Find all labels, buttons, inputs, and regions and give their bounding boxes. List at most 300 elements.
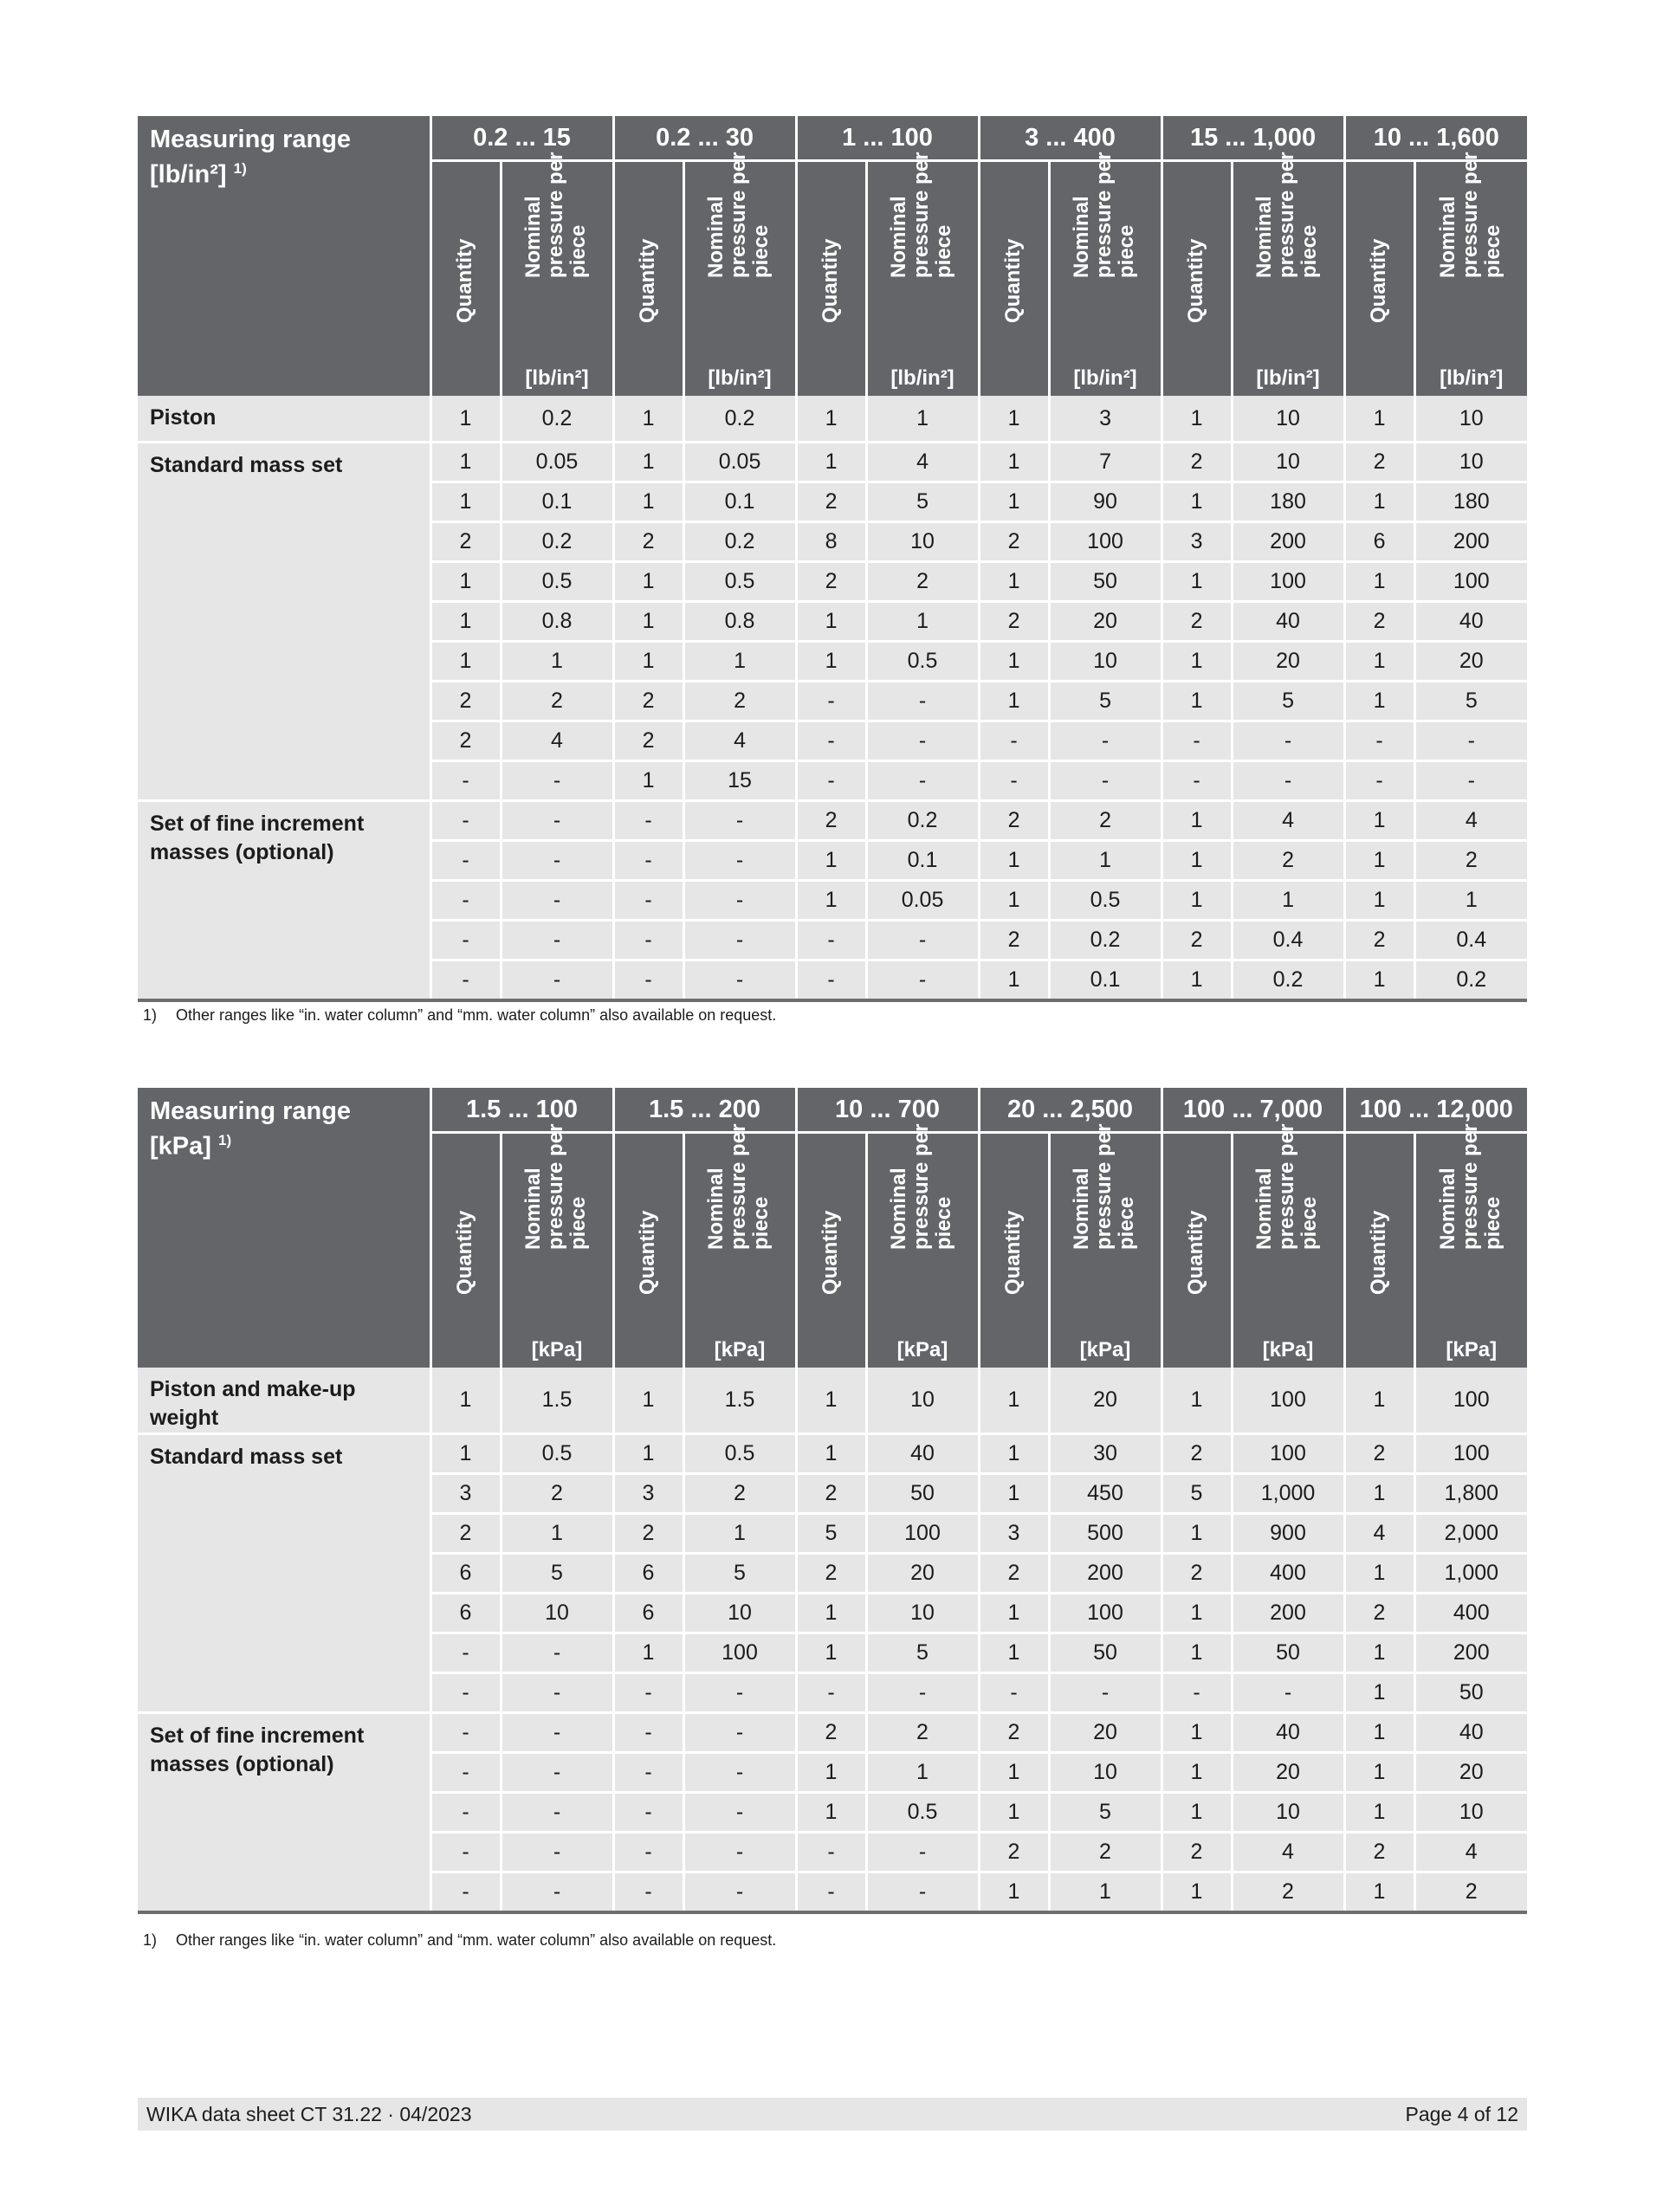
quantity-cell: 1 [613, 443, 683, 482]
nominal-pressure-cell: 2 [866, 1713, 979, 1753]
quantity-cell: 2 [796, 562, 866, 602]
nominal-pressure-cell: 100 [1049, 522, 1162, 562]
nominal-pressure-cell: 50 [866, 1474, 979, 1514]
unit-label: [kPa] [531, 1338, 583, 1361]
nominal-pressure-cell: 0.5 [683, 562, 796, 602]
quantity-cell: 6 [613, 1594, 683, 1633]
nominal-pressure-cell: 2 [1232, 1872, 1344, 1913]
nominal-pressure-cell: 10 [1049, 642, 1162, 682]
nominal-pressure-cell: 0.8 [501, 602, 613, 642]
nominal-pressure-cell: - [683, 1753, 796, 1793]
quantity-cell: - [613, 801, 683, 841]
nominal-pressure-cell: 5 [866, 1633, 979, 1673]
nominal-pressure-cell: 200 [1414, 1633, 1527, 1673]
nominal-pressure-cell: 0.4 [1414, 921, 1527, 960]
nominal-pressure-cell: - [683, 841, 796, 881]
quantity-cell: 1 [1162, 562, 1232, 602]
nominal-pressure-cell: - [683, 1872, 796, 1913]
quantity-cell: 1 [1344, 881, 1414, 921]
nominal-pressure-cell: - [683, 1713, 796, 1753]
quantity-cell: 1 [613, 1368, 683, 1434]
quantity-cell: 2 [430, 682, 501, 721]
nominal-pressure-cell: 20 [1049, 602, 1162, 642]
nominal-pressure-label-line: Nominal [521, 196, 545, 278]
quantity-cell: - [796, 761, 866, 801]
nominal-pressure-cell: 180 [1232, 482, 1344, 522]
nominal-pressure-label-line: pressure per [727, 152, 751, 278]
measuring-range-label: Measuring range [150, 126, 352, 153]
nominal-pressure-cell: 4 [1232, 1833, 1344, 1872]
quantity-label: Quantity [1183, 1210, 1207, 1295]
nominal-pressure-cell: 40 [1232, 602, 1344, 642]
quantity-label: Quantity [1183, 238, 1207, 323]
nominal-pressure-cell: 4 [866, 443, 979, 482]
nominal-pressure-label-line: Nominal [1435, 1167, 1459, 1250]
footnote-text: Other ranges like “in. water column” and “mm. water column” also available on request. [176, 1006, 777, 1024]
quantity-cell: 1 [1344, 1474, 1414, 1514]
unit-label: [lb/in²] [525, 366, 589, 390]
nominal-pressure-cell: - [501, 1793, 613, 1833]
quantity-label: Quantity [818, 1210, 842, 1295]
footnote-number: 1) [143, 1931, 158, 1949]
quantity-cell: 1 [979, 1594, 1049, 1633]
nominal-pressure-label-line: piece [1480, 1196, 1504, 1250]
footnote-table1 [143, 1006, 776, 1025]
nominal-pressure-cell: - [501, 960, 613, 1001]
quantity-cell: 1 [613, 642, 683, 682]
quantity-cell: 1 [979, 1434, 1049, 1474]
quantity-cell: - [613, 1872, 683, 1913]
quantity-cell: - [430, 1633, 501, 1673]
unit-label: [lb/in²] [1256, 366, 1320, 390]
nominal-pressure-cell: - [683, 881, 796, 921]
nominal-pressure-cell: 10 [501, 1594, 613, 1633]
quantity-cell: - [613, 1753, 683, 1793]
table2-pressure-table [138, 1088, 1527, 1914]
quantity-cell: 1 [1344, 1633, 1414, 1673]
nominal-pressure-label-line: pressure per [1275, 152, 1299, 278]
nominal-pressure-cell: 10 [866, 1594, 979, 1633]
quantity-cell: 2 [796, 801, 866, 841]
quantity-cell: 3 [430, 1474, 501, 1514]
nominal-pressure-cell: - [683, 1833, 796, 1872]
nominal-pressure-cell: - [866, 960, 979, 1001]
quantity-cell: - [796, 1673, 866, 1713]
nominal-pressure-cell: 2 [866, 562, 979, 602]
quantity-cell: 6 [1344, 522, 1414, 562]
quantity-label: Quantity [452, 1210, 476, 1295]
quantity-cell: 1 [979, 396, 1049, 443]
quantity-cell: 1 [979, 1793, 1049, 1833]
nominal-pressure-cell: 1 [1414, 881, 1527, 921]
nominal-pressure-label-line: Nominal [887, 1167, 910, 1250]
nominal-pressure-cell: 0.05 [683, 443, 796, 482]
nominal-pressure-label-line: piece [932, 1196, 955, 1250]
unit-label: [lb/in²] [890, 366, 954, 390]
quantity-cell: - [613, 921, 683, 960]
nominal-pressure-cell: 0.5 [1049, 881, 1162, 921]
table1-pressure-table [138, 116, 1527, 1002]
nominal-pressure-cell: 400 [1414, 1594, 1527, 1633]
nominal-pressure-cell: 20 [1414, 1753, 1527, 1793]
quantity-column-header [1162, 1133, 1232, 1368]
quantity-label: Quantity [1000, 1210, 1025, 1295]
quantity-cell: 2 [796, 1474, 866, 1514]
nominal-pressure-label-line: piece [749, 224, 773, 278]
nominal-pressure-cell: 400 [1232, 1554, 1344, 1594]
range-header: 100 ... 7,000 [1162, 1088, 1344, 1133]
quantity-cell: - [1162, 1673, 1232, 1713]
quantity-cell: 1 [613, 761, 683, 801]
unit-label: [kPa] [896, 1338, 948, 1361]
nominal-pressure-label-line: piece [1480, 224, 1504, 278]
nominal-pressure-cell: 10 [1414, 396, 1527, 443]
footnote-text: Other ranges like “in. water column” and “mm. water column” also available on request. [176, 1931, 777, 1949]
footnote-marker: 1) [217, 1132, 232, 1148]
nominal-pressure-cell: 2 [1049, 801, 1162, 841]
nominal-pressure-label [1071, 1124, 1138, 1250]
quantity-cell: 2 [1344, 1434, 1414, 1474]
nominal-pressure-label-line: pressure per [909, 1123, 933, 1250]
nominal-pressure-cell: - [501, 1713, 613, 1753]
nominal-pressure-cell: 100 [1414, 1368, 1527, 1434]
nominal-pressure-cell: - [683, 1793, 796, 1833]
nominal-pressure-cell: - [1049, 761, 1162, 801]
nominal-pressure-cell: 5 [683, 1554, 796, 1594]
quantity-cell: - [796, 682, 866, 721]
quantity-cell: 2 [979, 602, 1049, 642]
nominal-pressure-label-line: Nominal [1252, 196, 1277, 278]
quantity-cell: 1 [1344, 1872, 1414, 1913]
unit-label: [kPa] [1446, 1338, 1498, 1361]
range-header: 0.2 ... 15 [430, 116, 613, 161]
nominal-pressure-label-line: pressure per [1275, 1123, 1298, 1250]
quantity-cell: 2 [1162, 921, 1232, 960]
quantity-label: Quantity [818, 238, 842, 323]
quantity-cell: 1 [1162, 1793, 1232, 1833]
nominal-pressure-label-line: piece [749, 1196, 773, 1250]
nominal-pressure-cell: - [683, 960, 796, 1001]
row-group-label-line: Set of fine increment [150, 1724, 365, 1748]
quantity-cell: - [979, 721, 1049, 761]
nominal-pressure-label-line: Nominal [1070, 1167, 1093, 1250]
quantity-cell: 1 [1162, 1872, 1232, 1913]
nominal-pressure-cell: 15 [683, 761, 796, 801]
quantity-cell: - [430, 761, 501, 801]
quantity-cell: 2 [979, 1554, 1049, 1594]
nominal-pressure-cell: 2 [1414, 841, 1527, 881]
nominal-pressure-cell: 10 [683, 1594, 796, 1633]
quantity-cell: - [796, 921, 866, 960]
nominal-pressure-cell: 100 [1232, 562, 1344, 602]
nominal-pressure-cell: - [501, 921, 613, 960]
nominal-pressure-cell: 20 [1232, 642, 1344, 682]
nominal-pressure-cell: - [1049, 1673, 1162, 1713]
range-header: 15 ... 1,000 [1162, 116, 1344, 161]
nominal-pressure-cell: 0.2 [1232, 960, 1344, 1001]
quantity-column-header [979, 161, 1049, 397]
quantity-column-header [796, 161, 866, 397]
measuring-range-label: Measuring range [150, 1097, 352, 1125]
nominal-pressure-cell: 1 [501, 1514, 613, 1554]
nominal-pressure-label [1253, 1124, 1321, 1250]
quantity-cell: 1 [796, 881, 866, 921]
nominal-pressure-cell: 10 [1414, 443, 1527, 482]
quantity-cell: 1 [1162, 482, 1232, 522]
nominal-pressure-cell: 5 [501, 1554, 613, 1594]
quantity-cell: - [1162, 761, 1232, 801]
quantity-cell: 3 [979, 1514, 1049, 1554]
quantity-cell: 1 [613, 1434, 683, 1474]
nominal-pressure-cell: 100 [1414, 1434, 1527, 1474]
quantity-cell: 2 [613, 522, 683, 562]
nominal-pressure-cell: 2,000 [1414, 1514, 1527, 1554]
nominal-pressure-cell: - [501, 761, 613, 801]
quantity-cell: 1 [796, 1793, 866, 1833]
quantity-cell: 2 [430, 1514, 501, 1554]
quantity-cell: 1 [1344, 1368, 1414, 1434]
row-group-label-line: weight [150, 1406, 219, 1430]
nominal-pressure-cell: 0.8 [683, 602, 796, 642]
quantity-cell: 1 [430, 482, 501, 522]
nominal-pressure-column-header [1414, 152, 1527, 397]
quantity-cell: 1 [613, 602, 683, 642]
measuring-range-header [138, 116, 430, 396]
quantity-cell: 2 [979, 1833, 1049, 1872]
nominal-pressure-cell: 0.5 [866, 642, 979, 682]
nominal-pressure-column-header [866, 152, 979, 397]
quantity-cell: 2 [1162, 1554, 1232, 1594]
quantity-cell: 1 [430, 562, 501, 602]
row-group-label-text: Standard mass set [150, 453, 343, 477]
quantity-cell: 1 [796, 841, 866, 881]
quantity-cell: 1 [979, 960, 1049, 1001]
row-group-label [138, 396, 430, 443]
quantity-column-header [613, 161, 683, 397]
quantity-cell: 1 [796, 396, 866, 443]
nominal-pressure-label [705, 152, 773, 278]
nominal-pressure-cell: 100 [1049, 1594, 1162, 1633]
quantity-column-header [1344, 1133, 1414, 1368]
range-header: 0.2 ... 30 [613, 116, 796, 161]
quantity-column-header [796, 1133, 866, 1368]
nominal-pressure-cell: 50 [1049, 562, 1162, 602]
nominal-pressure-cell: 1.5 [683, 1368, 796, 1434]
page-footer [138, 2098, 1527, 2131]
quantity-cell: 1 [979, 1633, 1049, 1673]
nominal-pressure-column-header [1232, 152, 1344, 397]
nominal-pressure-cell: 10 [1232, 443, 1344, 482]
nominal-pressure-cell: 2 [1414, 1872, 1527, 1913]
quantity-cell: - [613, 881, 683, 921]
row-group-label [138, 443, 430, 801]
nominal-pressure-cell: 10 [866, 522, 979, 562]
quantity-cell: 1 [979, 1474, 1049, 1514]
nominal-pressure-cell: - [866, 1833, 979, 1872]
quantity-cell: 1 [979, 881, 1049, 921]
quantity-cell: 2 [979, 921, 1049, 960]
quantity-cell: 1 [1344, 801, 1414, 841]
nominal-pressure-cell: 1 [501, 642, 613, 682]
quantity-cell: 1 [796, 602, 866, 642]
quantity-cell: - [613, 1713, 683, 1753]
row-group-label-line: Piston and make-up [150, 1377, 356, 1401]
quantity-cell: - [430, 841, 501, 881]
range-header: 1.5 ... 200 [613, 1088, 796, 1133]
quantity-cell: 1 [1344, 1793, 1414, 1833]
nominal-pressure-cell: 3 [1049, 396, 1162, 443]
nominal-pressure-cell: 0.2 [683, 522, 796, 562]
quantity-cell: 2 [430, 721, 501, 761]
nominal-pressure-cell: 1,000 [1414, 1554, 1527, 1594]
quantity-cell: 1 [1344, 396, 1414, 443]
nominal-pressure-label-line: pressure per [1092, 152, 1116, 278]
quantity-cell: 1 [796, 1368, 866, 1434]
nominal-pressure-cell: 50 [1232, 1633, 1344, 1673]
nominal-pressure-column-header [1414, 1123, 1527, 1368]
quantity-cell: 2 [613, 682, 683, 721]
quantity-cell: 1 [1162, 682, 1232, 721]
nominal-pressure-cell: - [866, 1673, 979, 1713]
unit-label: [lb/in²] [1073, 366, 1137, 390]
nominal-pressure-label [522, 1124, 590, 1250]
nominal-pressure-cell: 4 [1414, 1833, 1527, 1872]
nominal-pressure-cell: 1 [866, 396, 979, 443]
nominal-pressure-cell: 20 [866, 1554, 979, 1594]
nominal-pressure-cell: 2 [683, 682, 796, 721]
measuring-range-unit: [kPa] [150, 1132, 211, 1161]
nominal-pressure-cell: - [501, 1673, 613, 1713]
quantity-cell: 1 [430, 1368, 501, 1434]
nominal-pressure-label-line: pressure per [727, 1123, 750, 1250]
row-group-label [138, 1368, 430, 1434]
nominal-pressure-cell: - [501, 801, 613, 841]
nominal-pressure-column-header [683, 1123, 796, 1368]
quantity-cell: 2 [979, 1713, 1049, 1753]
nominal-pressure-cell: 50 [1414, 1673, 1527, 1713]
nominal-pressure-cell: 0.4 [1232, 921, 1344, 960]
quantity-column-header [613, 1133, 683, 1368]
quantity-cell: 2 [1344, 1833, 1414, 1872]
nominal-pressure-cell: - [1232, 761, 1344, 801]
nominal-pressure-cell: - [683, 921, 796, 960]
quantity-cell: - [430, 1833, 501, 1872]
quantity-cell: 5 [796, 1514, 866, 1554]
quantity-cell: 6 [430, 1594, 501, 1633]
nominal-pressure-label-line: pressure per [909, 152, 934, 278]
nominal-pressure-cell: 500 [1049, 1514, 1162, 1554]
quantity-cell: 1 [979, 562, 1049, 602]
nominal-pressure-cell: 0.5 [683, 1434, 796, 1474]
nominal-pressure-cell: 2 [683, 1474, 796, 1514]
quantity-cell: - [430, 1793, 501, 1833]
quantity-label: Quantity [1000, 238, 1025, 323]
quantity-cell: 1 [796, 1434, 866, 1474]
nominal-pressure-label-line: Nominal [1070, 196, 1094, 278]
quantity-cell: 2 [1344, 921, 1414, 960]
quantity-cell: - [430, 1713, 501, 1753]
quantity-cell: 1 [613, 396, 683, 443]
quantity-cell: 5 [1162, 1474, 1232, 1514]
quantity-cell: - [796, 1872, 866, 1913]
nominal-pressure-label [888, 152, 955, 278]
table-row [138, 801, 1527, 841]
nominal-pressure-cell: 100 [683, 1633, 796, 1673]
nominal-pressure-label-line: pressure per [1458, 152, 1482, 278]
quantity-cell: 2 [1162, 1434, 1232, 1474]
nominal-pressure-column-header [866, 1123, 979, 1368]
quantity-cell: - [1344, 761, 1414, 801]
nominal-pressure-cell: - [866, 761, 979, 801]
nominal-pressure-label-line: piece [1297, 224, 1322, 278]
nominal-pressure-cell: 100 [1232, 1368, 1344, 1434]
row-group-label [138, 801, 430, 1001]
quantity-cell: 1 [979, 1368, 1049, 1434]
footer-doc-id: WIKA data sheet CT 31.22 · 04/2023 [146, 2103, 472, 2125]
nominal-pressure-cell: - [1232, 721, 1344, 761]
nominal-pressure-cell: - [866, 1872, 979, 1913]
nominal-pressure-cell: 20 [1049, 1368, 1162, 1434]
footnote-marker: 1) [233, 160, 247, 177]
quantity-cell: 1 [1344, 1554, 1414, 1594]
footnote-table2 [143, 1931, 776, 1950]
quantity-cell: 1 [1162, 396, 1232, 443]
nominal-pressure-cell: 0.2 [1049, 921, 1162, 960]
nominal-pressure-cell: 5 [1414, 682, 1527, 721]
quantity-cell: 1 [1344, 642, 1414, 682]
quantity-cell: 3 [1162, 522, 1232, 562]
quantity-cell: 1 [1344, 562, 1414, 602]
nominal-pressure-cell: 100 [866, 1514, 979, 1554]
nominal-pressure-cell: 1 [866, 1753, 979, 1793]
nominal-pressure-cell: 0.2 [501, 396, 613, 443]
nominal-pressure-cell: 100 [1414, 562, 1527, 602]
range-header: 20 ... 2,500 [979, 1088, 1162, 1133]
quantity-cell: 1 [1162, 1514, 1232, 1554]
quantity-cell: 1 [1344, 682, 1414, 721]
nominal-pressure-cell: 0.1 [501, 482, 613, 522]
nominal-pressure-cell: 450 [1049, 1474, 1162, 1514]
nominal-pressure-label-line: piece [1115, 1196, 1138, 1250]
quantity-cell: 1 [1162, 801, 1232, 841]
row-group-label [138, 1713, 430, 1913]
nominal-pressure-cell: 0.2 [1414, 960, 1527, 1001]
quantity-cell: 1 [796, 642, 866, 682]
table-row [138, 443, 1527, 482]
nominal-pressure-cell: 2 [1232, 841, 1344, 881]
nominal-pressure-label-line: Nominal [887, 196, 911, 278]
nominal-pressure-cell: 1 [1049, 841, 1162, 881]
nominal-pressure-cell: 0.05 [866, 881, 979, 921]
quantity-cell: 1 [979, 841, 1049, 881]
unit-label: [lb/in²] [1440, 366, 1504, 390]
nominal-pressure-cell: 20 [1049, 1713, 1162, 1753]
nominal-pressure-cell: 4 [1232, 801, 1344, 841]
quantity-cell: 1 [613, 562, 683, 602]
quantity-cell: 1 [1162, 1753, 1232, 1793]
quantity-cell: 1 [979, 1753, 1049, 1793]
nominal-pressure-column-header [1232, 1123, 1344, 1368]
nominal-pressure-label-line: piece [932, 224, 956, 278]
quantity-column-header [979, 1133, 1049, 1368]
nominal-pressure-cell: 0.1 [866, 841, 979, 881]
nominal-pressure-cell: 1 [683, 642, 796, 682]
table-row [138, 396, 1527, 443]
nominal-pressure-cell: 5 [1049, 1793, 1162, 1833]
quantity-cell: 1 [796, 1753, 866, 1793]
nominal-pressure-cell: 2 [501, 682, 613, 721]
nominal-pressure-cell: 200 [1232, 522, 1344, 562]
